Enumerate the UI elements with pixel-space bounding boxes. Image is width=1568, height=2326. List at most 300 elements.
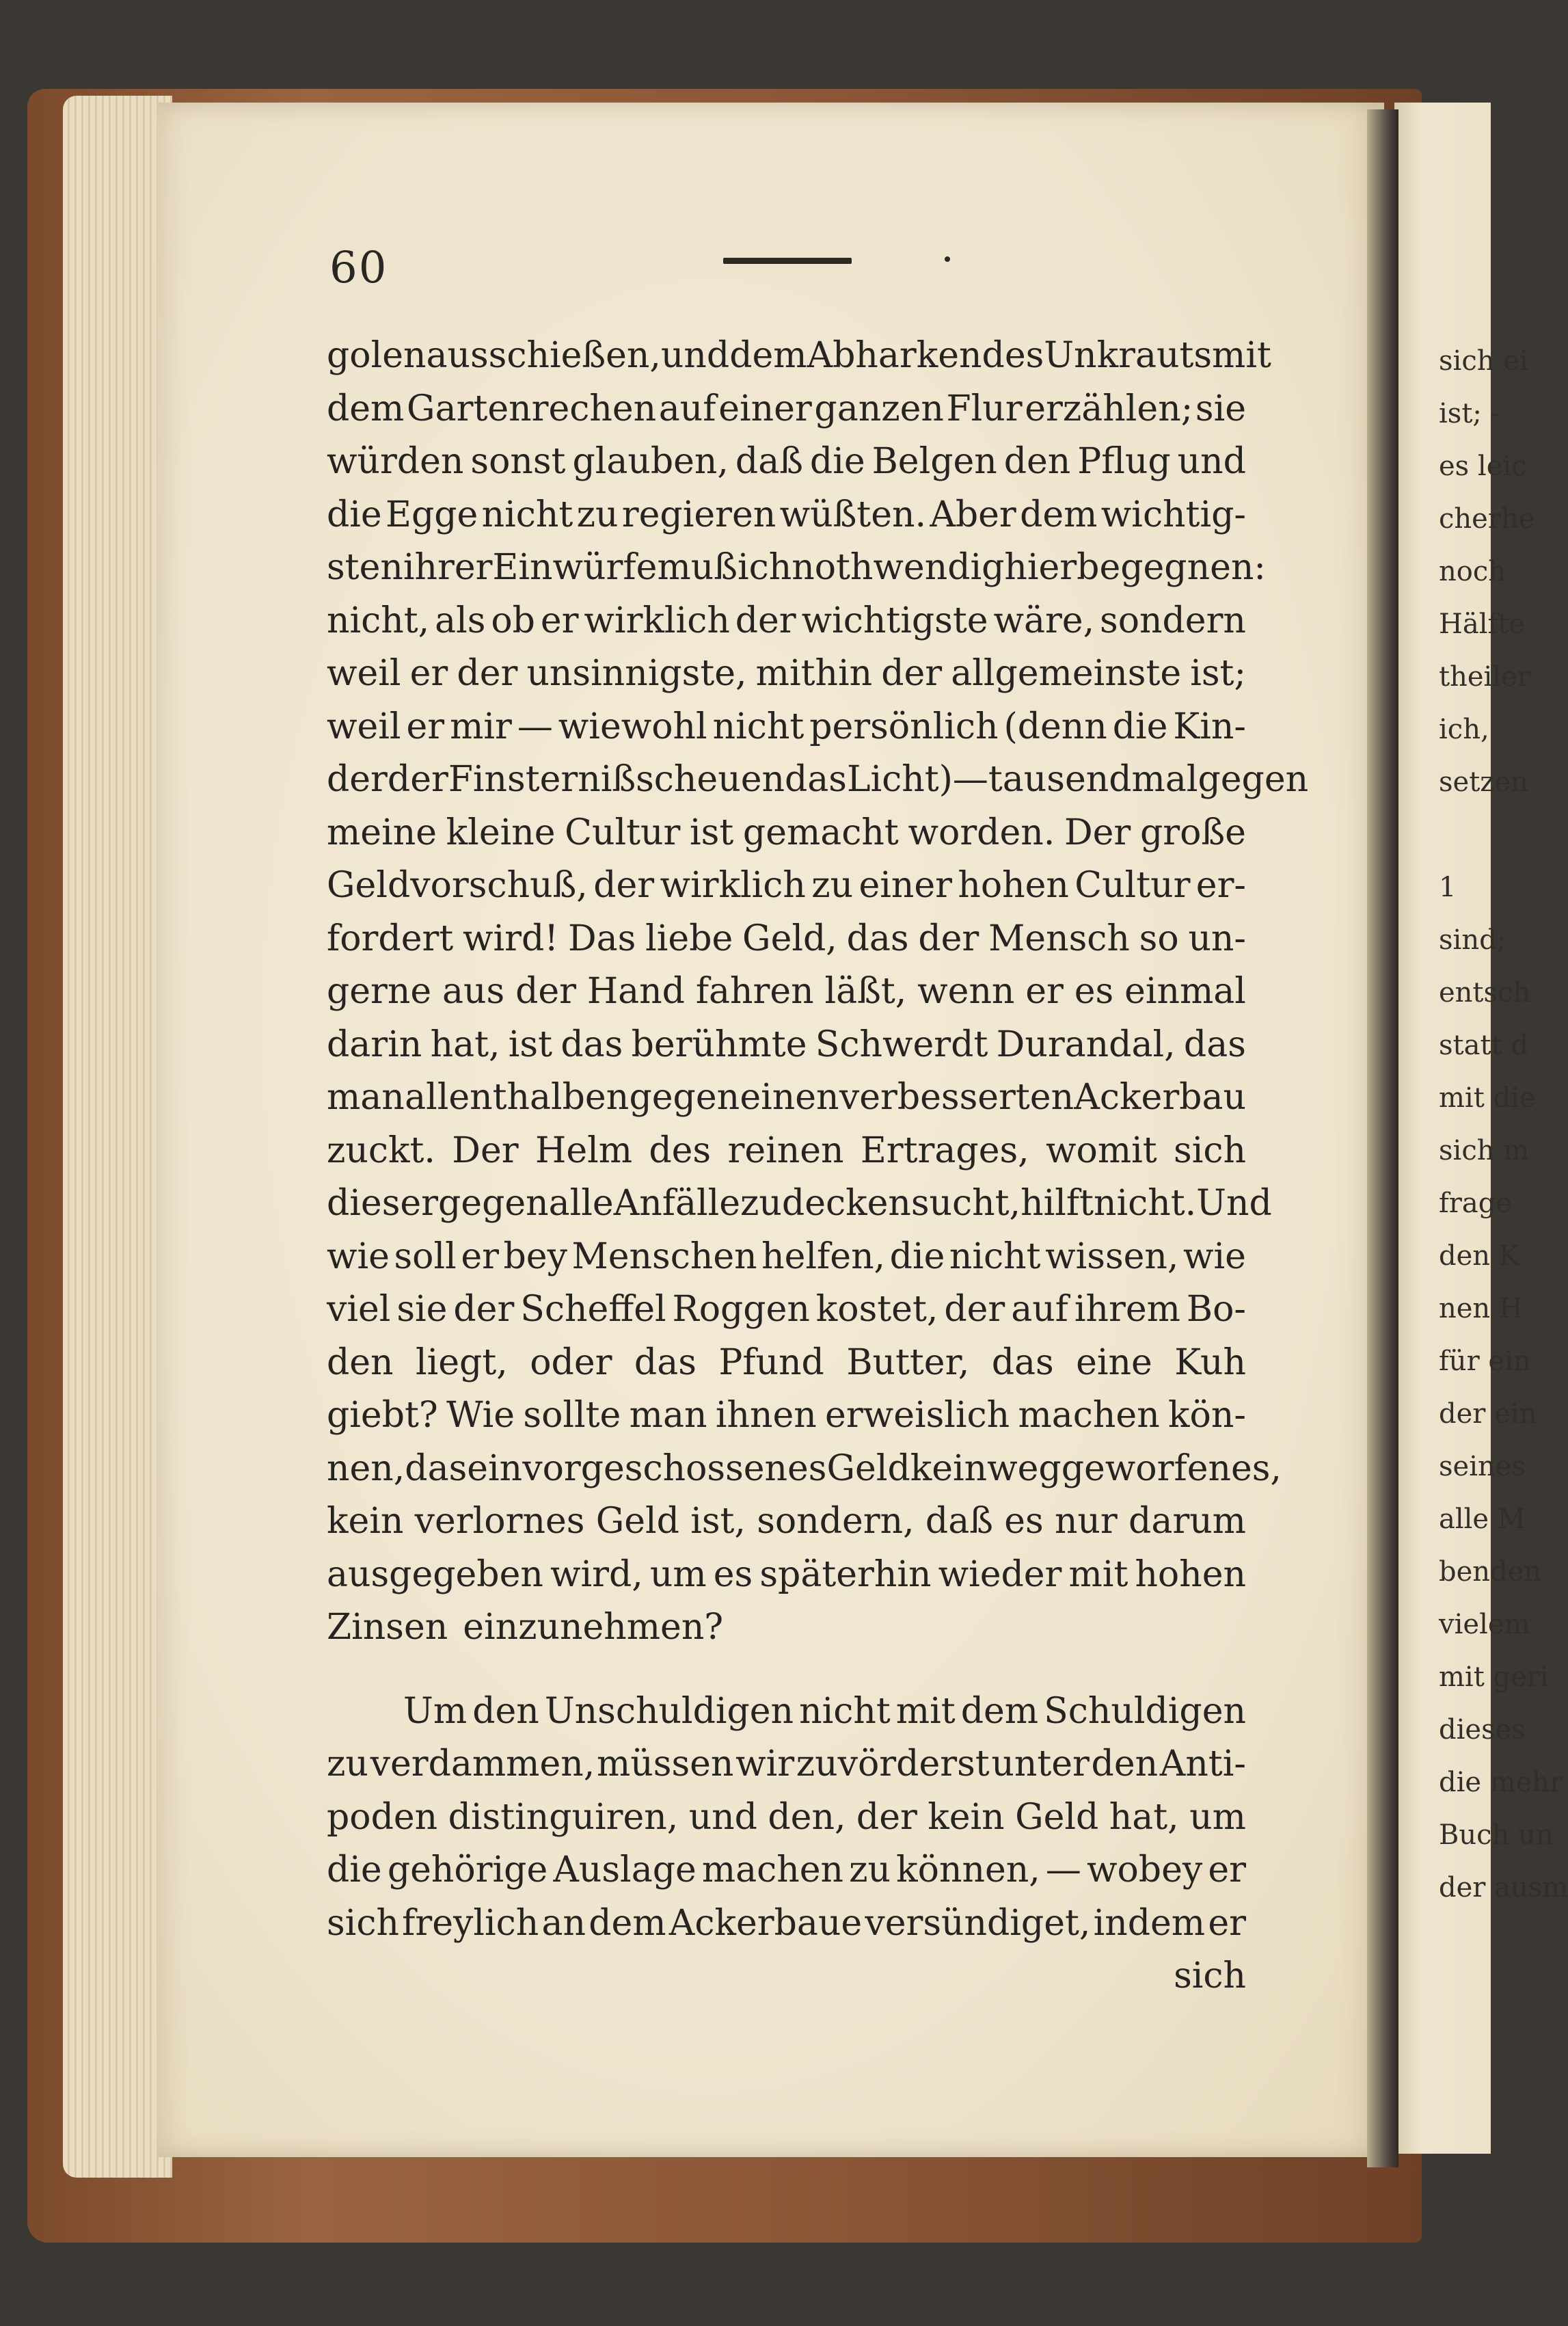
word: verdammen, xyxy=(370,1743,595,1784)
word: daß xyxy=(925,1501,993,1542)
word: Unkrauts xyxy=(1044,335,1213,376)
word: hat, xyxy=(430,1024,500,1065)
text-line xyxy=(327,1549,1246,1602)
word: wie xyxy=(327,1235,390,1277)
word: des xyxy=(649,1129,712,1171)
text-line xyxy=(327,1685,1246,1739)
word: Und xyxy=(1196,1183,1272,1224)
word: man xyxy=(629,1395,707,1436)
word: nur xyxy=(1054,1501,1118,1542)
word: späterhin xyxy=(759,1553,932,1595)
word: Geld xyxy=(1015,1796,1099,1838)
word: Cultur xyxy=(565,812,681,853)
word: wirklich xyxy=(660,865,806,906)
word: giebt? xyxy=(327,1395,438,1436)
word: kein xyxy=(928,1796,1005,1838)
word: sie xyxy=(1195,388,1246,429)
word: den xyxy=(1091,1743,1159,1784)
word: ausgegeben xyxy=(327,1553,543,1595)
word: gemacht xyxy=(742,812,899,853)
word: glauben, xyxy=(572,441,729,482)
word: oder xyxy=(530,1341,612,1383)
word: zu xyxy=(576,494,619,535)
word: wichtigste xyxy=(801,600,988,641)
word: es xyxy=(713,1553,753,1595)
word: distinguiren, xyxy=(448,1796,679,1838)
word: einer xyxy=(859,865,952,906)
word: läßt, xyxy=(824,971,907,1012)
word: erweislich xyxy=(825,1395,1010,1436)
word: gegen xyxy=(1198,759,1309,800)
word: die xyxy=(889,1235,945,1277)
word: und xyxy=(1177,441,1246,482)
facing-page-fragments xyxy=(1439,335,1568,1914)
word: Zinsen xyxy=(327,1607,448,1648)
word: sich xyxy=(1174,1129,1246,1171)
word: es xyxy=(1074,971,1114,1012)
word: unsinnigste, xyxy=(526,653,747,694)
word: hohen xyxy=(958,865,1069,906)
word: so xyxy=(1139,918,1179,959)
text-line xyxy=(327,436,1246,489)
word: er xyxy=(409,653,448,694)
word: Abharken xyxy=(807,335,982,376)
word: berühmte xyxy=(631,1024,807,1065)
text-line xyxy=(327,1601,1246,1655)
word: Schwerdt xyxy=(815,1024,988,1065)
word: das xyxy=(634,1341,697,1383)
text-line xyxy=(327,1389,1246,1443)
text-line xyxy=(327,859,1246,913)
word: womit xyxy=(1046,1129,1157,1171)
text-line xyxy=(327,489,1246,542)
word: un- xyxy=(1188,918,1246,959)
fragment-line: frage xyxy=(1439,1188,1513,1219)
word: indem xyxy=(1093,1902,1206,1944)
fragment-line: cherhe xyxy=(1439,503,1535,535)
word: darin xyxy=(327,1024,422,1065)
word: liebe xyxy=(645,918,733,959)
word: allenthalben xyxy=(405,1077,630,1118)
word: die xyxy=(1112,706,1168,747)
word: Geld, xyxy=(742,918,837,959)
word: viel xyxy=(327,1289,391,1330)
word: um xyxy=(649,1553,707,1595)
word: erzählen; xyxy=(1025,388,1193,429)
fragment-line: es leic xyxy=(1439,451,1527,482)
word: der xyxy=(944,1289,1005,1330)
text-line xyxy=(327,595,1246,648)
word: sondern xyxy=(1100,600,1246,641)
fragment-line xyxy=(1439,809,1491,861)
word: nothwendig xyxy=(792,547,1005,588)
word: Einwürfe xyxy=(492,547,658,588)
word: Scheffel xyxy=(520,1289,666,1330)
fragment-line: statt d xyxy=(1439,1030,1528,1061)
word: darum xyxy=(1128,1501,1246,1542)
word: nicht, xyxy=(327,600,430,641)
fragment-line: sind; xyxy=(1439,924,1506,956)
word: das xyxy=(560,1024,623,1065)
word: Durandal, xyxy=(996,1024,1176,1065)
word: müssen xyxy=(596,1743,734,1784)
word: hilft xyxy=(1020,1183,1094,1224)
catchword-line xyxy=(327,1950,1246,2003)
body-text xyxy=(327,330,1309,2003)
paragraph-gap xyxy=(327,1655,1246,1685)
fragment-line: Hälfte xyxy=(1439,609,1526,640)
word: Geldvorschuß, xyxy=(327,865,588,906)
word: mit xyxy=(1068,1553,1128,1595)
text-line xyxy=(327,1337,1246,1390)
word: das xyxy=(784,759,847,800)
word: weggeworfenes, xyxy=(987,1447,1282,1489)
word: kleine xyxy=(446,812,556,853)
word: das xyxy=(1183,1024,1246,1065)
word: eine xyxy=(1076,1341,1152,1383)
word: — xyxy=(1045,1849,1081,1890)
fragment-line: sich m xyxy=(1439,1135,1530,1166)
word: Unschuldigen xyxy=(544,1690,794,1732)
text-line xyxy=(327,1791,1246,1845)
fragment-line: alle M xyxy=(1439,1503,1526,1535)
word: wirklich xyxy=(584,600,730,641)
word: auf xyxy=(1011,1289,1068,1330)
word: Geld xyxy=(826,1447,910,1489)
word: poden xyxy=(327,1796,438,1838)
word: der xyxy=(387,759,448,800)
text-line xyxy=(327,383,1246,436)
word: zu xyxy=(327,1743,368,1784)
word: man xyxy=(327,1077,405,1118)
word: einzunehmen? xyxy=(463,1607,724,1648)
word: zu xyxy=(740,1183,782,1224)
word: Kuh xyxy=(1174,1341,1246,1383)
word: liegt, xyxy=(416,1341,508,1383)
word: fordert xyxy=(327,918,454,959)
word: tausendmal xyxy=(988,759,1198,800)
word: sich xyxy=(327,1902,399,1944)
word: Mensch xyxy=(988,918,1130,959)
text-line xyxy=(327,913,1246,966)
text-line xyxy=(327,965,1246,1019)
header-rule xyxy=(723,258,852,264)
text-line xyxy=(327,1495,1246,1549)
word: würden xyxy=(327,441,464,482)
fragment-line: den K xyxy=(1439,1240,1519,1272)
fragment-line: nen H xyxy=(1439,1293,1523,1324)
word: Pfund xyxy=(718,1341,824,1383)
word: kein xyxy=(910,1447,988,1489)
word: zuckt. xyxy=(327,1129,435,1171)
word: helfen, xyxy=(761,1235,886,1277)
word: das xyxy=(991,1341,1054,1383)
word: Anti- xyxy=(1159,1743,1246,1784)
word: Auslage xyxy=(553,1849,697,1890)
fragment-line: mit geri xyxy=(1439,1661,1549,1693)
word: nicht xyxy=(949,1235,1041,1277)
word: verlornes xyxy=(414,1501,585,1542)
word: ist xyxy=(690,812,734,853)
word: ihnen xyxy=(715,1395,817,1436)
word: wissen, xyxy=(1045,1235,1179,1277)
text-line xyxy=(327,647,1246,701)
word: des xyxy=(982,335,1044,376)
word: zuvörderst xyxy=(796,1743,990,1784)
word: ihrem xyxy=(1074,1289,1180,1330)
text-line xyxy=(327,753,1309,807)
word: gegen xyxy=(629,1077,740,1118)
word: ich xyxy=(737,547,792,588)
word: versündiget, xyxy=(865,1902,1091,1944)
word: sollte xyxy=(523,1395,621,1436)
word: muß xyxy=(657,547,738,588)
word: nicht xyxy=(481,494,573,535)
word: dem xyxy=(327,388,405,429)
word: verbesserten xyxy=(839,1077,1074,1118)
word: ihrer xyxy=(403,547,493,588)
word: Finsterniß xyxy=(448,759,636,800)
fragment-line: theiler xyxy=(1439,661,1530,693)
word: kön- xyxy=(1168,1395,1246,1436)
word: der xyxy=(453,1289,515,1330)
word: wird, xyxy=(550,1553,643,1595)
word: Kin- xyxy=(1173,706,1246,747)
fragment-line: benden xyxy=(1439,1556,1542,1588)
word: er xyxy=(406,706,445,747)
word: sondern, xyxy=(757,1501,915,1542)
word: reinen xyxy=(727,1129,844,1171)
fragment-line: ich, xyxy=(1439,714,1489,745)
word: Egge xyxy=(386,494,478,535)
word: der xyxy=(515,971,576,1012)
word: es xyxy=(1004,1501,1044,1542)
book-gutter xyxy=(1367,109,1398,2167)
word: mit xyxy=(895,1690,956,1732)
word: Gartenrechen xyxy=(407,388,657,429)
word: ist; xyxy=(1190,653,1246,694)
word: mit xyxy=(1212,335,1271,376)
word: begegnen: xyxy=(1077,547,1266,588)
catchword: sich xyxy=(1174,1955,1246,1996)
fragment-line: vielem xyxy=(1439,1609,1530,1640)
word: Schuldigen xyxy=(1044,1690,1246,1732)
word: der xyxy=(918,918,979,959)
ink-dot xyxy=(945,256,950,262)
word: Belgen xyxy=(871,441,997,482)
word: den xyxy=(472,1690,539,1732)
word: den xyxy=(1003,441,1071,482)
word: dem xyxy=(729,335,807,376)
fragment-line: ist; - xyxy=(1439,398,1500,429)
word: persönlich xyxy=(809,706,999,747)
word: Anfälle xyxy=(613,1183,741,1224)
word: wiewohl xyxy=(558,706,707,747)
word: gerne xyxy=(327,971,432,1012)
fragment-line: noch xyxy=(1439,556,1506,587)
word: einmal xyxy=(1124,971,1246,1012)
word: hohen xyxy=(1135,1553,1246,1595)
word: der xyxy=(735,600,796,641)
word: machen xyxy=(701,1849,844,1890)
word: Roggen xyxy=(672,1289,810,1330)
word: wenn xyxy=(917,971,1015,1012)
page-number: 60 xyxy=(329,243,388,293)
word: Licht) xyxy=(846,759,953,800)
word: sie xyxy=(396,1289,448,1330)
text-line xyxy=(327,1897,1246,1951)
word: soll xyxy=(394,1235,457,1277)
word: Geld xyxy=(595,1501,679,1542)
fragment-line: 1 xyxy=(1439,872,1457,903)
word: das xyxy=(846,918,909,959)
word: als xyxy=(435,600,486,641)
word: ob xyxy=(491,600,535,641)
fragment-line: die mehr xyxy=(1439,1767,1563,1798)
word: fahren xyxy=(695,971,814,1012)
fragment-line: der ein xyxy=(1439,1398,1537,1430)
text-line xyxy=(327,1125,1246,1178)
text-line xyxy=(327,807,1246,860)
word: ist xyxy=(508,1024,553,1065)
word: einen xyxy=(740,1077,839,1118)
word: er xyxy=(1025,971,1064,1012)
fragment-line: der ausm xyxy=(1439,1872,1568,1903)
text-line xyxy=(327,1019,1246,1072)
fragment-line: sich ei xyxy=(1439,345,1528,377)
word: wird! xyxy=(463,918,559,959)
text-line xyxy=(327,542,1266,595)
word: große xyxy=(1139,812,1246,853)
word: Der xyxy=(1064,812,1131,853)
word: kein xyxy=(327,1501,404,1542)
word: Flur xyxy=(946,388,1023,429)
word: nicht xyxy=(799,1690,891,1732)
text-line xyxy=(327,330,1271,383)
word: ist, xyxy=(690,1501,746,1542)
word: um xyxy=(1189,1796,1246,1838)
word: und xyxy=(660,335,730,376)
word: allgemeinste xyxy=(951,653,1182,694)
word: er xyxy=(1208,1849,1246,1890)
word: er- xyxy=(1195,865,1246,906)
word: Das xyxy=(567,918,636,959)
word: nicht xyxy=(712,706,805,747)
word: Menschen xyxy=(571,1235,757,1277)
word: auf xyxy=(658,388,716,429)
text-line xyxy=(327,1283,1246,1337)
word: sten xyxy=(327,547,403,588)
fragment-line: seines xyxy=(1439,1451,1526,1482)
word: Um xyxy=(403,1690,468,1732)
word: weil xyxy=(327,706,401,747)
word: — xyxy=(517,706,553,747)
word: Pflug xyxy=(1077,441,1171,482)
word: der xyxy=(881,653,943,694)
word: dem xyxy=(960,1690,1039,1732)
word: mir xyxy=(450,706,512,747)
word: er xyxy=(1208,1902,1246,1944)
word: er xyxy=(540,600,579,641)
word: wieder xyxy=(938,1553,1062,1595)
word: ein xyxy=(467,1447,523,1489)
word: dem xyxy=(1020,494,1098,535)
word: sucht, xyxy=(910,1183,1021,1224)
word: den xyxy=(327,1341,394,1383)
word: weil xyxy=(327,653,401,694)
word: Ackerbaue xyxy=(668,1902,863,1944)
word: Aber xyxy=(930,494,1016,535)
word: nen, xyxy=(327,1447,405,1489)
word: hier xyxy=(1004,547,1077,588)
word: (denn xyxy=(1003,706,1107,747)
word: den, xyxy=(768,1796,846,1838)
word: wäre, xyxy=(993,600,1095,641)
word: vorgeschossenes xyxy=(522,1447,827,1489)
word: mithin xyxy=(755,653,873,694)
word: zu xyxy=(811,865,854,906)
word: Cultur xyxy=(1074,865,1191,906)
word: wir xyxy=(735,1743,795,1784)
word: alle xyxy=(548,1183,614,1224)
word: Ackerbau xyxy=(1074,1077,1246,1118)
fragment-line: entsch xyxy=(1439,977,1531,1008)
word: wichtig- xyxy=(1100,494,1246,535)
word: kostet, xyxy=(815,1289,938,1330)
word: decken xyxy=(781,1183,911,1224)
word: können, xyxy=(896,1849,1040,1890)
word: er xyxy=(461,1235,499,1277)
word: daß xyxy=(735,441,803,482)
word: Butter, xyxy=(846,1341,970,1383)
fragment-line: für ein xyxy=(1439,1346,1531,1377)
word: Der xyxy=(452,1129,519,1171)
word: hat, xyxy=(1109,1796,1179,1838)
word: der xyxy=(593,865,655,906)
text-line xyxy=(327,1071,1246,1125)
text-line xyxy=(327,1177,1272,1231)
word: wie xyxy=(1183,1235,1246,1277)
word: das xyxy=(405,1447,468,1489)
word: wobey xyxy=(1086,1849,1203,1890)
text-line xyxy=(327,1231,1246,1284)
word: einer xyxy=(718,388,812,429)
word: die xyxy=(809,441,865,482)
text-line xyxy=(327,1443,1282,1496)
word: zu xyxy=(849,1849,891,1890)
word: unter xyxy=(991,1743,1090,1784)
word: worden. xyxy=(908,812,1055,853)
fragment-line: setzen xyxy=(1439,766,1528,798)
word: der xyxy=(327,759,388,800)
fragment-line: Buch un xyxy=(1439,1819,1554,1851)
fragment-line: dieses xyxy=(1439,1714,1526,1746)
word: regieren xyxy=(621,494,776,535)
word: nicht. xyxy=(1094,1183,1197,1224)
word: gegen xyxy=(438,1183,549,1224)
word: wüßten. xyxy=(779,494,926,535)
word: machen xyxy=(1018,1395,1160,1436)
word: Wie xyxy=(446,1395,515,1436)
word: sonst xyxy=(470,441,566,482)
word: dem xyxy=(589,1902,666,1944)
text-line xyxy=(327,701,1246,754)
text-line xyxy=(327,1738,1246,1791)
page-edges xyxy=(63,96,172,2178)
text-line xyxy=(327,1844,1246,1897)
word: Hand xyxy=(586,971,685,1012)
word: der xyxy=(457,653,518,694)
